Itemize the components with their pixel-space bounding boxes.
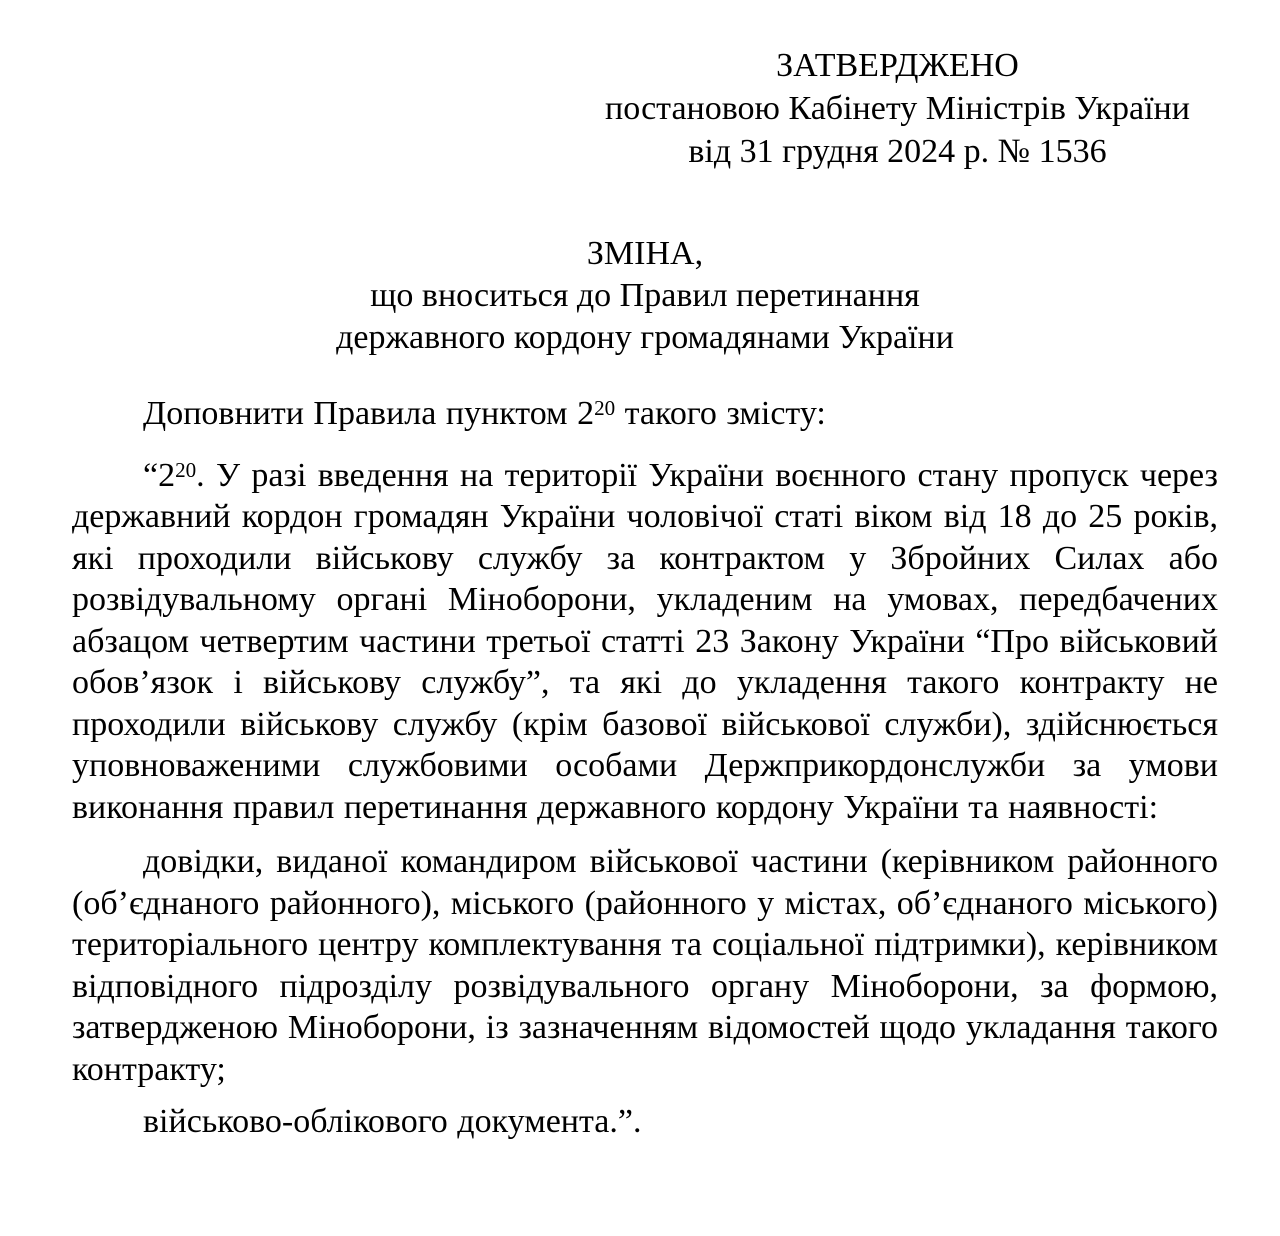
document-title	[72, 233, 1218, 359]
text-segment: такого змісту:	[615, 395, 826, 432]
paragraph-quote-point	[72, 455, 1218, 829]
title-line-border: державного кордону громадянами України	[336, 319, 954, 356]
approval-line-resolution: постановою Кабінету Міністрів України	[605, 90, 1190, 127]
title-line-change: ЗМІНА,	[586, 235, 704, 272]
text-segment: . У разі введення на території України воєнного стану пропуск через державний кордон громадян України чоловічої статі віком від 18 до 25 років, які проходили військову службу за контрактом у Збройних Силах або розвідувальному органі Міноборони, укладеним на умовах, передбачених абзацом четвертим частини третьої статті 23 Закону України “Про військовий обов’язок і військову службу”, та які до укладення такого контракту не проходили військову службу (крім базової військової служби), здійснюється уповноваженими службовими особами Держприкордонслужби за умови виконання правил перетинання державного кордону України та наявності:	[72, 456, 1218, 826]
paragraph-intro	[72, 393, 1218, 435]
text-segment: “2	[143, 456, 176, 494]
paragraph-certificate-requirement: довідки, виданої командиром військової частини (керівником районного (об’єднаного районного), міського (районного у містах, об’єднаного міського) територіального центру комплектування та соціальної підтримки), керівником відповідного підрозділу розвідувального органу Міноборони, за формою, затвердженою Міноборони, із зазначенням відомостей щодо укладання такого контракту;	[72, 843, 1218, 1088]
title-line-rules: що вноситься до Правил перетинання	[370, 277, 920, 314]
superscript-point-number: 20	[594, 396, 616, 421]
approval-line-date-number: від 31 грудня 2024 р. № 1536	[688, 133, 1107, 170]
paragraph-military-record-document: військово-облікового документа.”.	[143, 1103, 642, 1140]
approval-line-approved: ЗАТВЕРДЖЕНО	[776, 47, 1019, 84]
superscript-point-number: 20	[175, 457, 197, 482]
approval-block	[577, 44, 1218, 173]
text-segment: Доповнити Правила пунктом 2	[143, 395, 595, 432]
document-body	[72, 393, 1218, 1143]
